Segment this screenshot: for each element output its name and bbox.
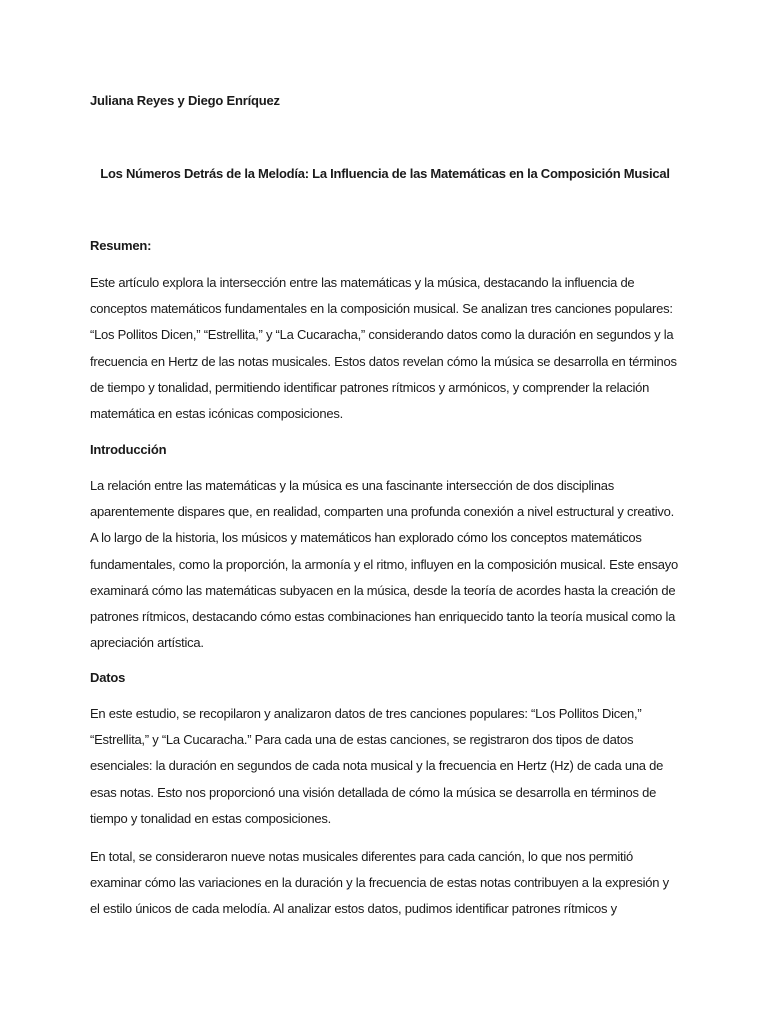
section-heading-datos: Datos	[90, 670, 126, 685]
paragraph-datos-2: En total, se consideraron nueve notas musicales diferentes para cada canción, lo que nos permitió examinar cómo las variaciones en la duración y la frecuencia de estas notas contribuyen a la expresión y el estilo únicos de cada melodía. Al analizar estos datos, pudimos identificar patrones rítmicos y	[90, 849, 669, 917]
section-heading-resumen: Resumen:	[90, 238, 152, 253]
paragraph-resumen: Este artículo explora la intersección entre las matemáticas y la música, destacando la influencia de conceptos matemáticos fundamentales en la composición musical. Se analizan tres canciones populares: “Los Pollitos Dicen,” “Estrellita,” y “La Cucaracha,” considerando datos como la duración en segundos y la frecuencia en Hertz de las notas musicales. Estos datos revelan cómo la música se desarrolla en términos de tiempo y tonalidad, permitiendo identificar patrones rítmicos y armónicos, y comprender la relación matemática en estas icónicas composiciones.	[90, 275, 677, 422]
paragraph-datos-1: En este estudio, se recopilaron y analizaron datos de tres canciones populares: “Los Pollitos Dicen,” “Estrellita,” y “La Cucaracha.” Para cada una de estas canciones, se registraron dos tipos de datos esenciales: la duración en segundos de cada nota musical y la frecuencia en Hertz (Hz) de cada una de esas notas. Esto nos proporcionó una visión detallada de cómo la música se desarrolla en términos de tiempo y tonalidad en estas composiciones.	[90, 706, 664, 826]
document-page	[90, 0, 680, 1024]
paragraph-introduccion: La relación entre las matemáticas y la música es una fascinante intersección de dos disciplinas aparentemente dispares que, en realidad, comparten una profunda conexión a nivel estructural y creativo. A lo largo de la historia, los músicos y matemáticos han explorado cómo los conceptos matemáticos fundamentales, como la proporción, la armonía y el ritmo, influyen en la composición musical. Este ensayo examinará cómo las matemáticas subyacen en la música, desde la teoría de acordes hasta la creación de patrones rítmicos, destacando cómo estas combinaciones han enriquecido tanto la teoría musical como la apreciación artística.	[90, 478, 678, 651]
paper-title: Los Números Detrás de la Melodía: La Influencia de las Matemáticas en la Composición Musical	[100, 166, 670, 181]
section-heading-introduccion: Introducción	[90, 442, 167, 457]
authors-line: Juliana Reyes y Diego Enríquez	[90, 93, 280, 108]
